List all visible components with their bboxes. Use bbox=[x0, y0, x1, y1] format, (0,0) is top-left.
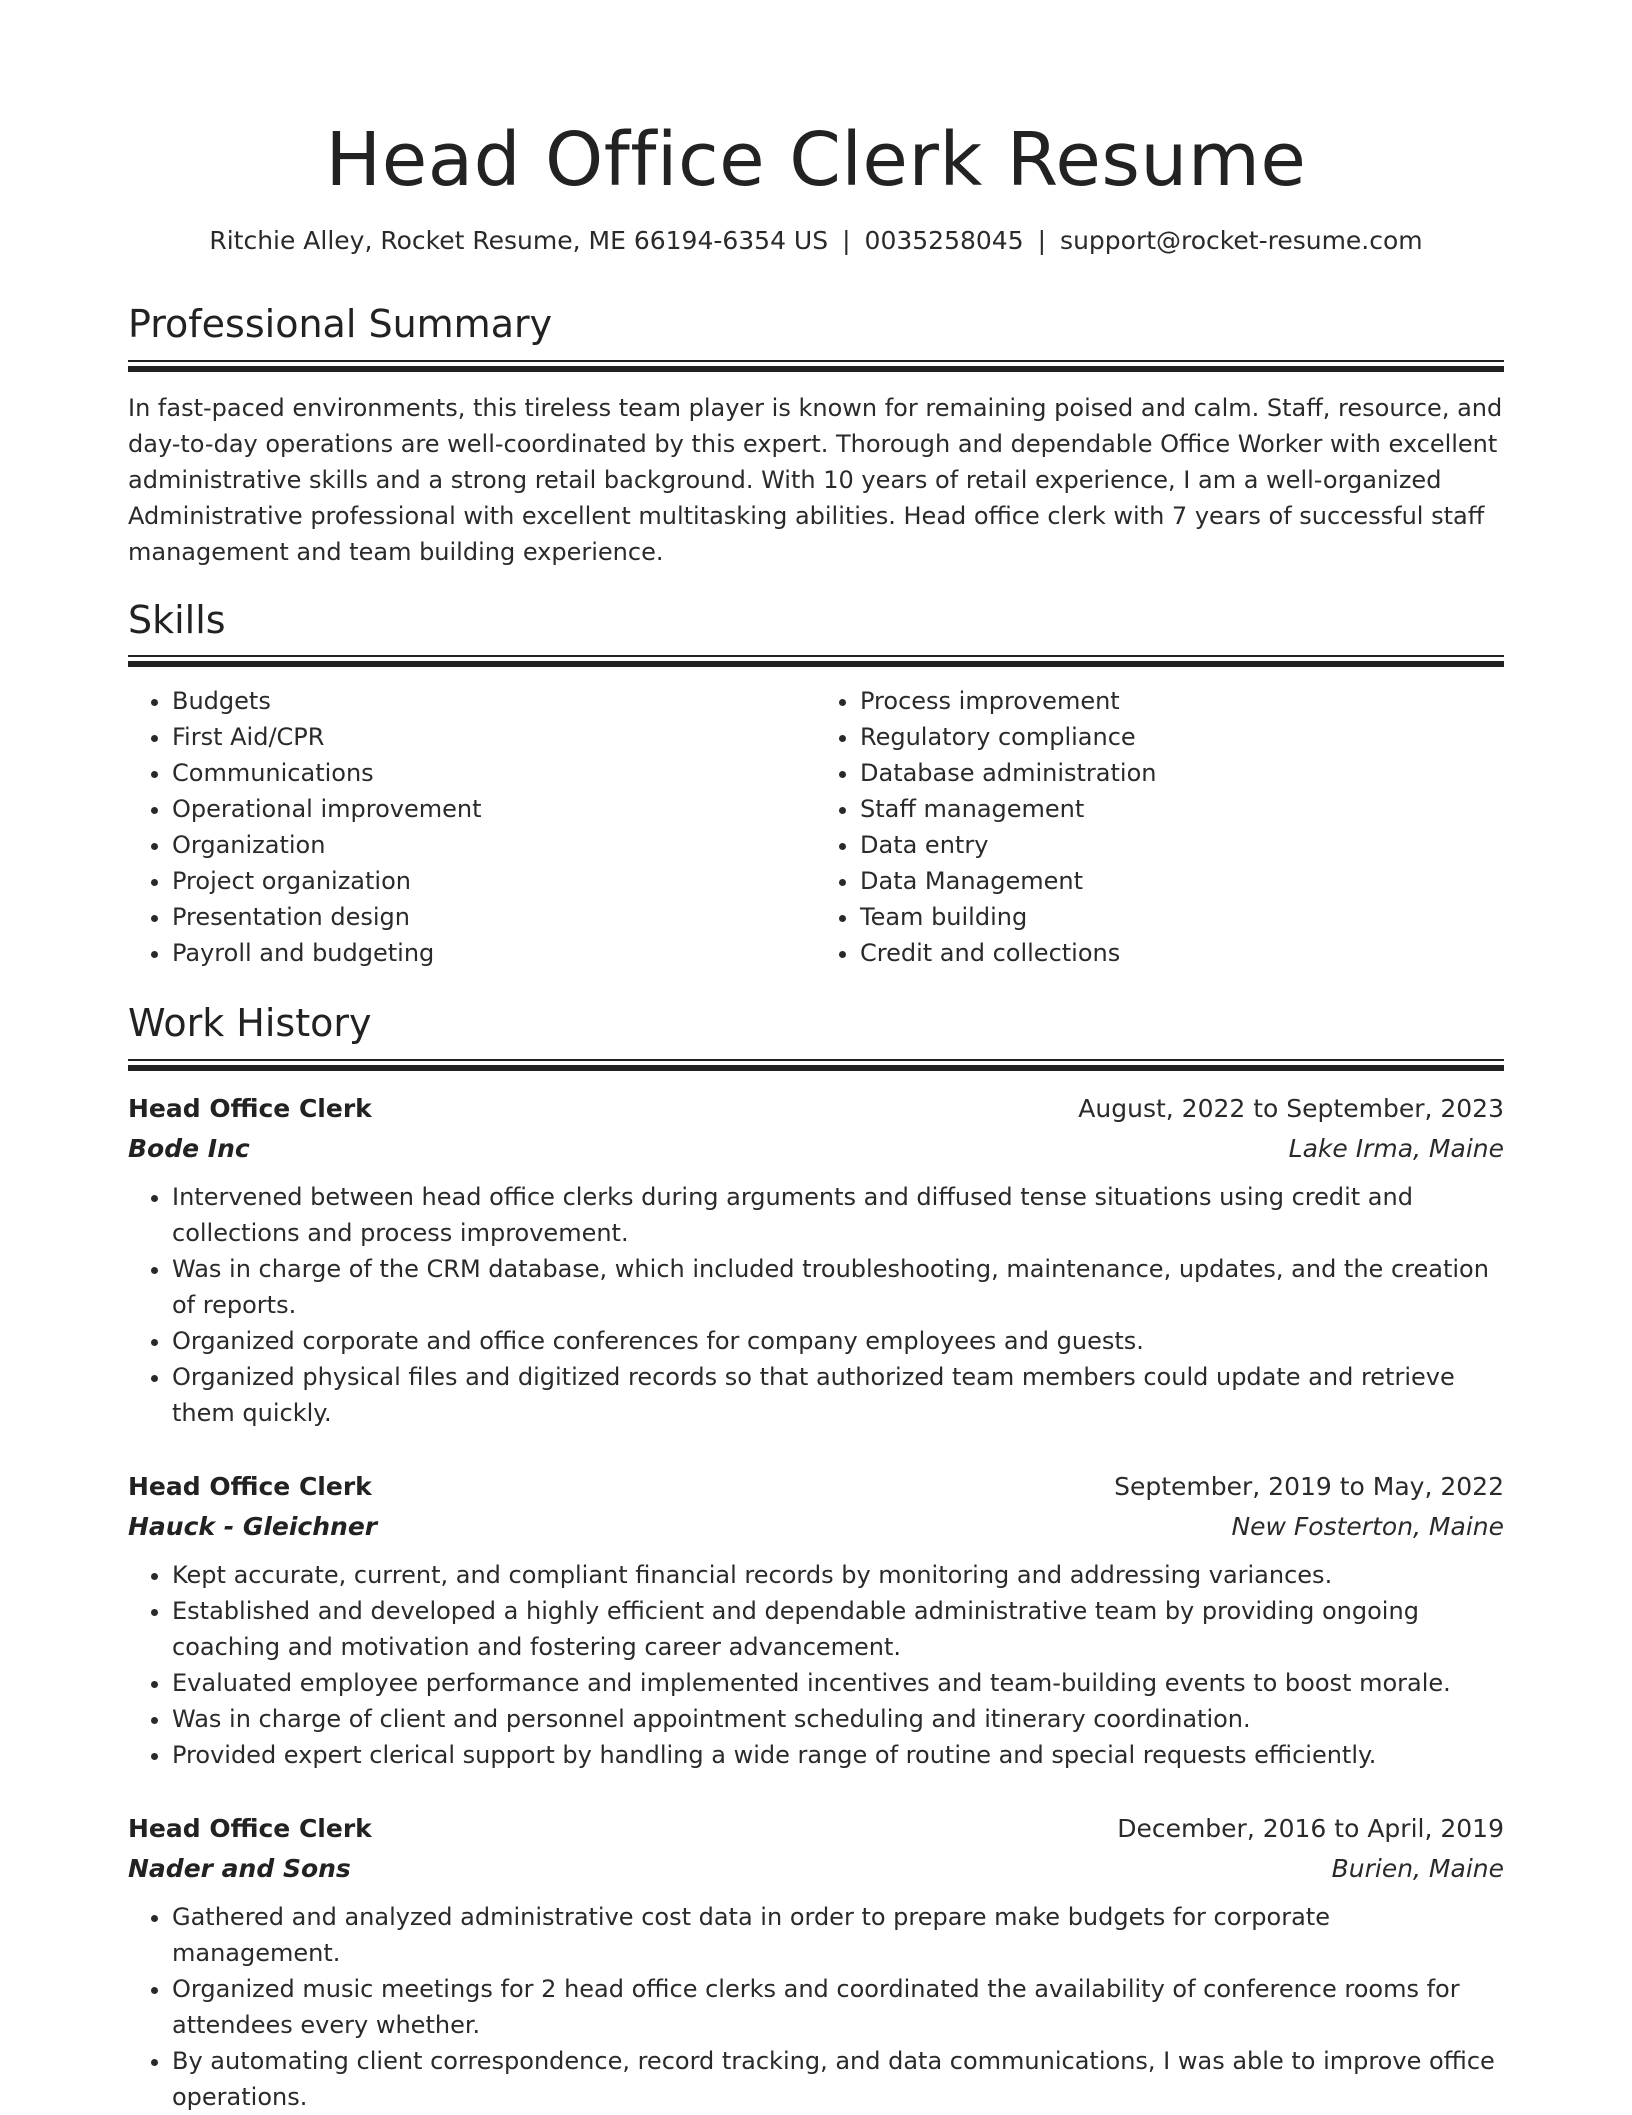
skill-item: • First Aid/CPR bbox=[172, 719, 816, 755]
skill-item: • Data entry bbox=[860, 827, 1504, 863]
contact-email: support@rocket-resume.com bbox=[1060, 226, 1423, 256]
job-bullets bbox=[128, 1899, 1504, 2115]
skills-left-column bbox=[128, 683, 816, 971]
skill-item: • Communications bbox=[172, 755, 816, 791]
summary-text: In fast-paced environments, this tireless team player is known for remaining poised and calm. Staff, resource, and day-to-day operations are well-coordinated by this expert. Thorough and dependable Office Worker with excellent administrative skills and a strong retail background. With 10 years of retail experience, I am a well-organized Administrative professional with excellent multitasking abilities. Head office clerk with 7 years of successful staff management and team building experience. bbox=[128, 393, 1503, 566]
skill-item: • Operational improvement bbox=[172, 791, 816, 827]
skill-item: • Data Management bbox=[860, 863, 1504, 899]
skills-right-column bbox=[816, 683, 1504, 971]
contact-separator: | bbox=[1037, 226, 1047, 256]
job-company: Nader and Sons bbox=[128, 1853, 351, 1883]
section-divider bbox=[128, 360, 1504, 372]
skill-item: • Credit and collections bbox=[860, 935, 1504, 971]
summary-section bbox=[128, 302, 1504, 570]
job-header-row bbox=[128, 1089, 1504, 1129]
resume-title: Head Office Clerk Resume bbox=[325, 117, 1307, 203]
job-bullet: • Gathered and analyzed administrative cost data in order to prepare make budgets for corporate management. bbox=[172, 1899, 1504, 1971]
job-dates: December, 2016 to April, 2019 bbox=[1117, 1813, 1504, 1843]
contact-phone: 0035258045 bbox=[864, 226, 1024, 256]
job-location: Lake Irma, Maine bbox=[1288, 1133, 1504, 1163]
job-bullet: • Established and developed a highly efficient and dependable administrative team by providing ongoing coaching and motivation and fostering career advancement. bbox=[172, 1593, 1504, 1665]
skill-item: • Process improvement bbox=[860, 683, 1504, 719]
job-company: Bode Inc bbox=[128, 1133, 250, 1163]
job-bullet: • By automating client correspondence, record tracking, and data communications, I was able to improve office operations. bbox=[172, 2043, 1504, 2115]
job-bullet: • Organized physical files and digitized records so that authorized team members could update and retrieve them quickly. bbox=[172, 1359, 1504, 1431]
section-divider bbox=[128, 1059, 1504, 1071]
job-company-row bbox=[128, 1507, 1504, 1547]
skill-item: • Staff management bbox=[860, 791, 1504, 827]
job-bullet: • Intervened between head office clerks during arguments and diffused tense situations using credit and collections and process improvement. bbox=[172, 1179, 1504, 1251]
skill-item: • Presentation design bbox=[172, 899, 816, 935]
contact-line bbox=[128, 223, 1504, 258]
contact-address: Ritchie Alley, Rocket Resume, ME 66194-6354 US bbox=[209, 226, 829, 256]
work-history-heading: Work History bbox=[128, 1001, 372, 1046]
section-divider bbox=[128, 655, 1504, 667]
job-bullet: • Provided expert clerical support by handling a wide range of routine and special requests efficiently. bbox=[172, 1737, 1504, 1773]
job-title: Head Office Clerk bbox=[128, 1813, 372, 1843]
job-dates: September, 2019 to May, 2022 bbox=[1114, 1471, 1504, 1501]
job-title: Head Office Clerk bbox=[128, 1093, 372, 1123]
skill-item: • Database administration bbox=[860, 755, 1504, 791]
job-header-row bbox=[128, 1467, 1504, 1507]
skills-heading: Skills bbox=[128, 597, 226, 642]
skill-item: • Organization bbox=[172, 827, 816, 863]
skill-item: • Project organization bbox=[172, 863, 816, 899]
skill-item: • Regulatory compliance bbox=[860, 719, 1504, 755]
job-dates: August, 2022 to September, 2023 bbox=[1078, 1093, 1504, 1123]
job-location: New Fosterton, Maine bbox=[1231, 1511, 1504, 1541]
summary-heading: Professional Summary bbox=[128, 302, 553, 347]
job-bullet: • Organized music meetings for 2 head office clerks and coordinated the availability of conference rooms for attendees every whether. bbox=[172, 1971, 1504, 2043]
job-bullet: • Was in charge of the CRM database, which included troubleshooting, maintenance, updates, and the creation of reports. bbox=[172, 1251, 1504, 1323]
job-company-row bbox=[128, 1849, 1504, 1889]
job-title: Head Office Clerk bbox=[128, 1471, 372, 1501]
skill-item: • Team building bbox=[860, 899, 1504, 935]
job-entry bbox=[128, 1089, 1504, 1431]
job-bullet: • Kept accurate, current, and compliant financial records by monitoring and addressing variances. bbox=[172, 1557, 1504, 1593]
job-bullet: • Was in charge of client and personnel appointment scheduling and itinerary coordination. bbox=[172, 1701, 1504, 1737]
skills-section bbox=[128, 598, 1504, 972]
job-header-row bbox=[128, 1809, 1504, 1849]
skills-grid bbox=[128, 683, 1504, 971]
work-history-section bbox=[128, 1001, 1504, 2115]
job-bullet: • Evaluated employee performance and implemented incentives and team-building events to boost morale. bbox=[172, 1665, 1504, 1701]
skill-item: • Budgets bbox=[172, 683, 816, 719]
job-bullet: • Organized corporate and office conferences for company employees and guests. bbox=[172, 1323, 1504, 1359]
job-company: Hauck - Gleichner bbox=[128, 1511, 378, 1541]
job-entry bbox=[128, 1467, 1504, 1773]
job-entry bbox=[128, 1809, 1504, 2115]
contact-separator: | bbox=[842, 226, 851, 256]
job-bullets bbox=[128, 1179, 1504, 1431]
job-company-row bbox=[128, 1129, 1504, 1169]
job-location: Burien, Maine bbox=[1331, 1853, 1504, 1883]
skill-item: • Payroll and budgeting bbox=[172, 935, 816, 971]
job-bullets bbox=[128, 1557, 1504, 1773]
